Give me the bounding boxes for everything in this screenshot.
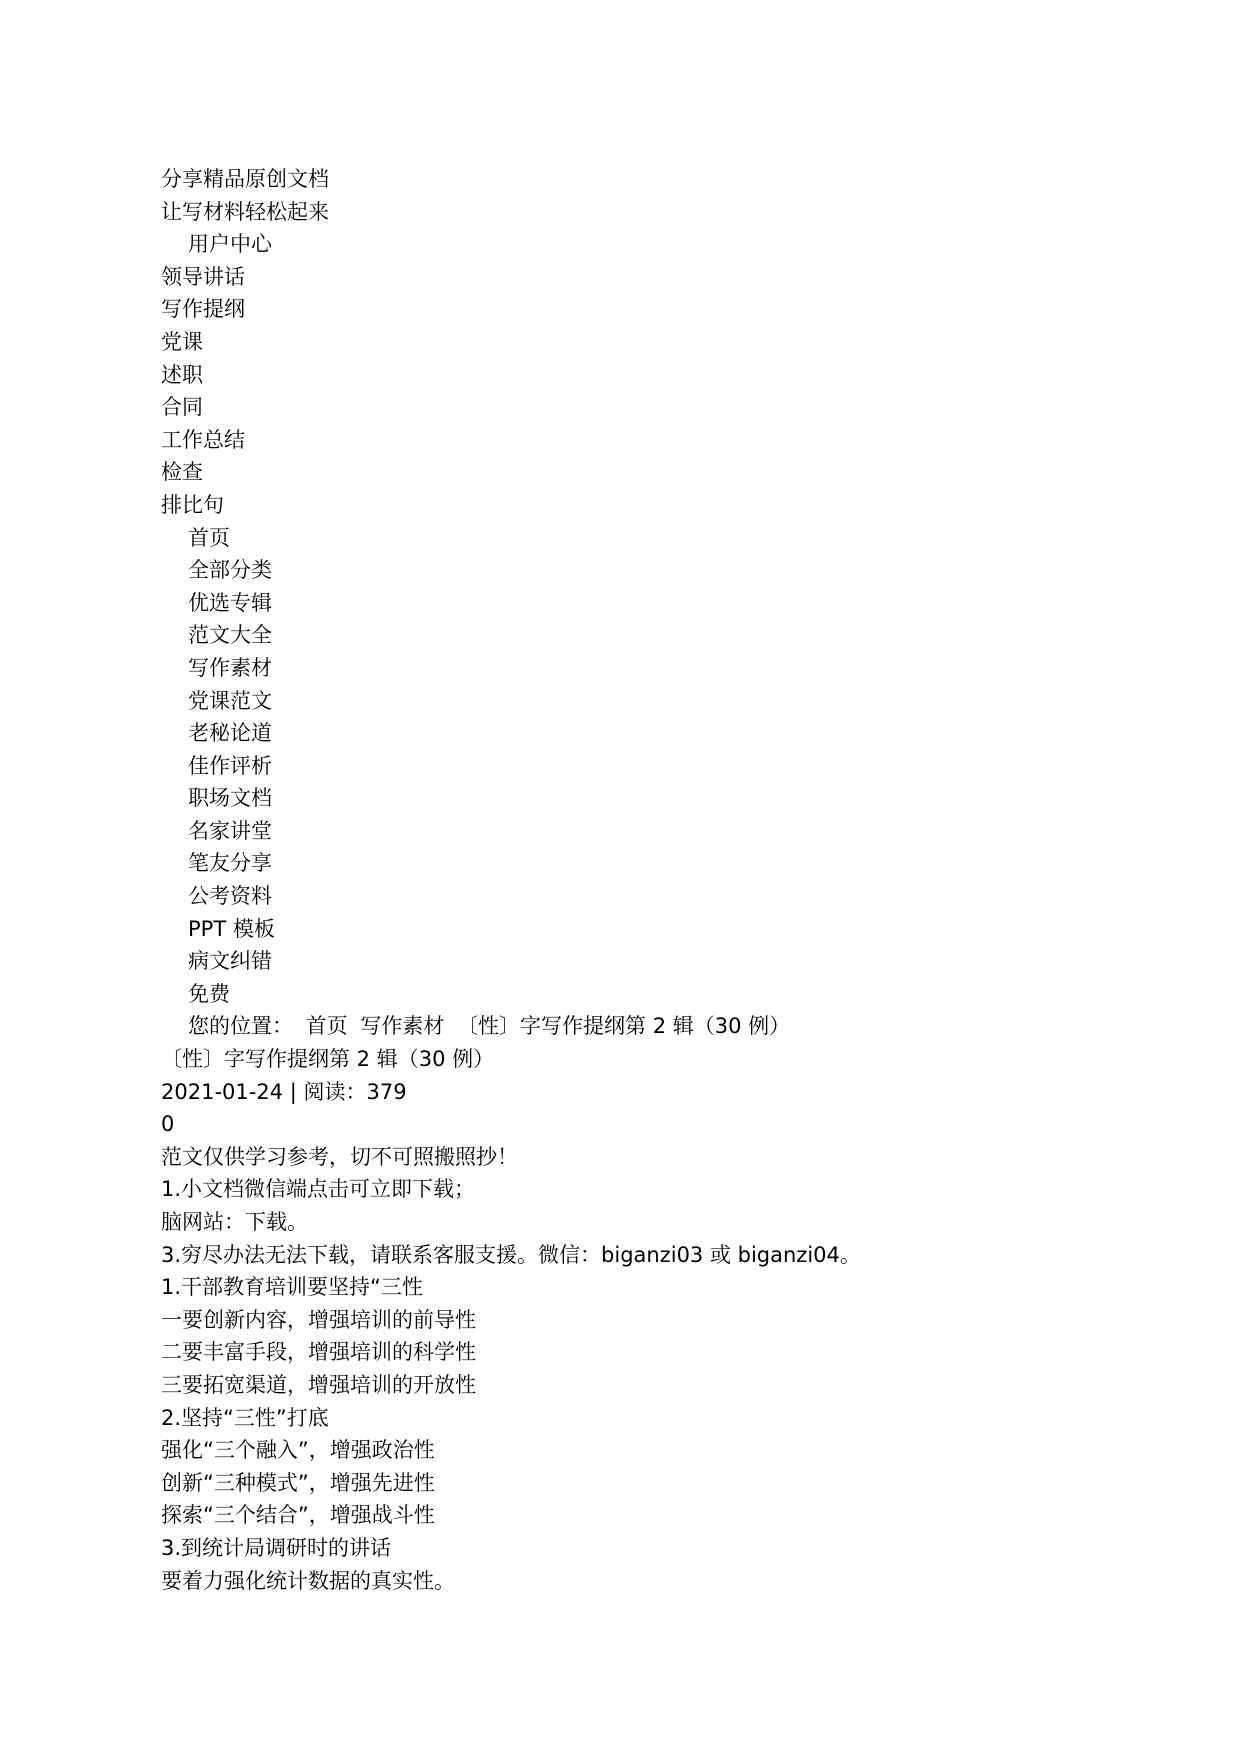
nav-pen-pals[interactable]: 笔友分享 <box>188 851 272 876</box>
breadcrumb-current: 〔性〕字写作提纲第 2 辑（30 例） <box>457 1014 791 1039</box>
breadcrumb-prefix: 您的位置： <box>188 1014 293 1039</box>
document-page <box>161 163 1161 1597</box>
nav-party-lessons[interactable]: 党课范文 <box>188 688 272 713</box>
nav-ppt-templates[interactable]: PPT 模板 <box>188 916 275 941</box>
category-link-report[interactable]: 述职 <box>161 362 203 387</box>
nav-reviews[interactable]: 佳作评析 <box>188 753 272 778</box>
article-views: | 阅读：379 <box>289 1079 407 1104</box>
nav-free[interactable]: 免费 <box>188 981 230 1006</box>
body-paragraph: 一要创新内容，增强培训的前导性 <box>161 1307 476 1332</box>
article-title: 〔性〕字写作提纲第 2 辑（30 例） <box>161 1047 495 1072</box>
nav-all-categories[interactable]: 全部分类 <box>188 558 272 583</box>
breadcrumb-home-link[interactable]: 首页 <box>305 1014 348 1039</box>
body-paragraph: 要着力强化统计数据的真实性。 <box>161 1568 455 1593</box>
category-link-outline[interactable]: 写作提纲 <box>161 297 245 322</box>
nav-secretary-talks[interactable]: 老秘论道 <box>188 721 272 746</box>
breadcrumb-category-link[interactable]: 写作素材 <box>360 1014 445 1039</box>
nav-error-correction[interactable]: 病文纠错 <box>188 949 272 974</box>
category-link-inspection[interactable]: 检查 <box>161 460 203 485</box>
nav-workplace-docs[interactable]: 职场文档 <box>188 786 272 811</box>
nav-civil-exam[interactable]: 公考资料 <box>188 884 272 909</box>
nav-featured-albums[interactable]: 优选专辑 <box>188 590 272 615</box>
body-paragraph: 创新“三种模式”，增强先进性 <box>161 1470 435 1495</box>
article-meta <box>161 1076 1161 1109</box>
breadcrumb <box>161 1010 1161 1043</box>
download-tip-3: 3.穷尽办法无法下载，请联系客服支援。微信：biganzi03 或 biganzi04。 <box>161 1242 861 1267</box>
body-paragraph: 探索“三个结合”，增强战斗性 <box>161 1503 435 1528</box>
category-link-parallelism[interactable]: 排比句 <box>161 492 224 517</box>
like-count[interactable]: 0 <box>161 1112 175 1137</box>
notice-text: 范文仅供学习参考，切不可照搬照抄！ <box>161 1144 518 1169</box>
download-tip-2: 脑网站：下载。 <box>161 1210 308 1234</box>
body-paragraph: 三要拓宽渠道，增强培训的开放性 <box>161 1372 476 1397</box>
download-tip-1: 1.小文档微信端点击可立即下载； <box>161 1177 476 1202</box>
body-heading: 3.到统计局调研时的讲话 <box>161 1535 392 1560</box>
nav-writing-materials[interactable]: 写作素材 <box>188 655 272 680</box>
body-heading: 1.干部教育培训要坚持“三性 <box>161 1275 423 1300</box>
nav-home[interactable]: 首页 <box>188 525 230 550</box>
category-link-speech[interactable]: 领导讲话 <box>161 264 245 289</box>
user-center-link[interactable]: 用户中心 <box>188 232 272 257</box>
category-link-contract[interactable]: 合同 <box>161 395 203 420</box>
site-subslogan: 让写材料轻松起来 <box>161 199 329 224</box>
body-paragraph: 二要丰富手段，增强培训的科学性 <box>161 1340 476 1365</box>
site-slogan: 分享精品原创文档 <box>161 167 329 191</box>
category-link-work-summary[interactable]: 工作总结 <box>161 427 245 452</box>
article-date: 2021-01-24 <box>161 1079 284 1104</box>
nav-sample-essays[interactable]: 范文大全 <box>188 623 272 648</box>
body-paragraph: 强化“三个融入”，增强政治性 <box>161 1438 435 1463</box>
body-heading: 2.坚持“三性”打底 <box>161 1405 329 1430</box>
category-link-party-lesson[interactable]: 党课 <box>161 329 203 354</box>
nav-lectures[interactable]: 名家讲堂 <box>188 818 272 843</box>
article-body <box>161 1271 1161 1597</box>
